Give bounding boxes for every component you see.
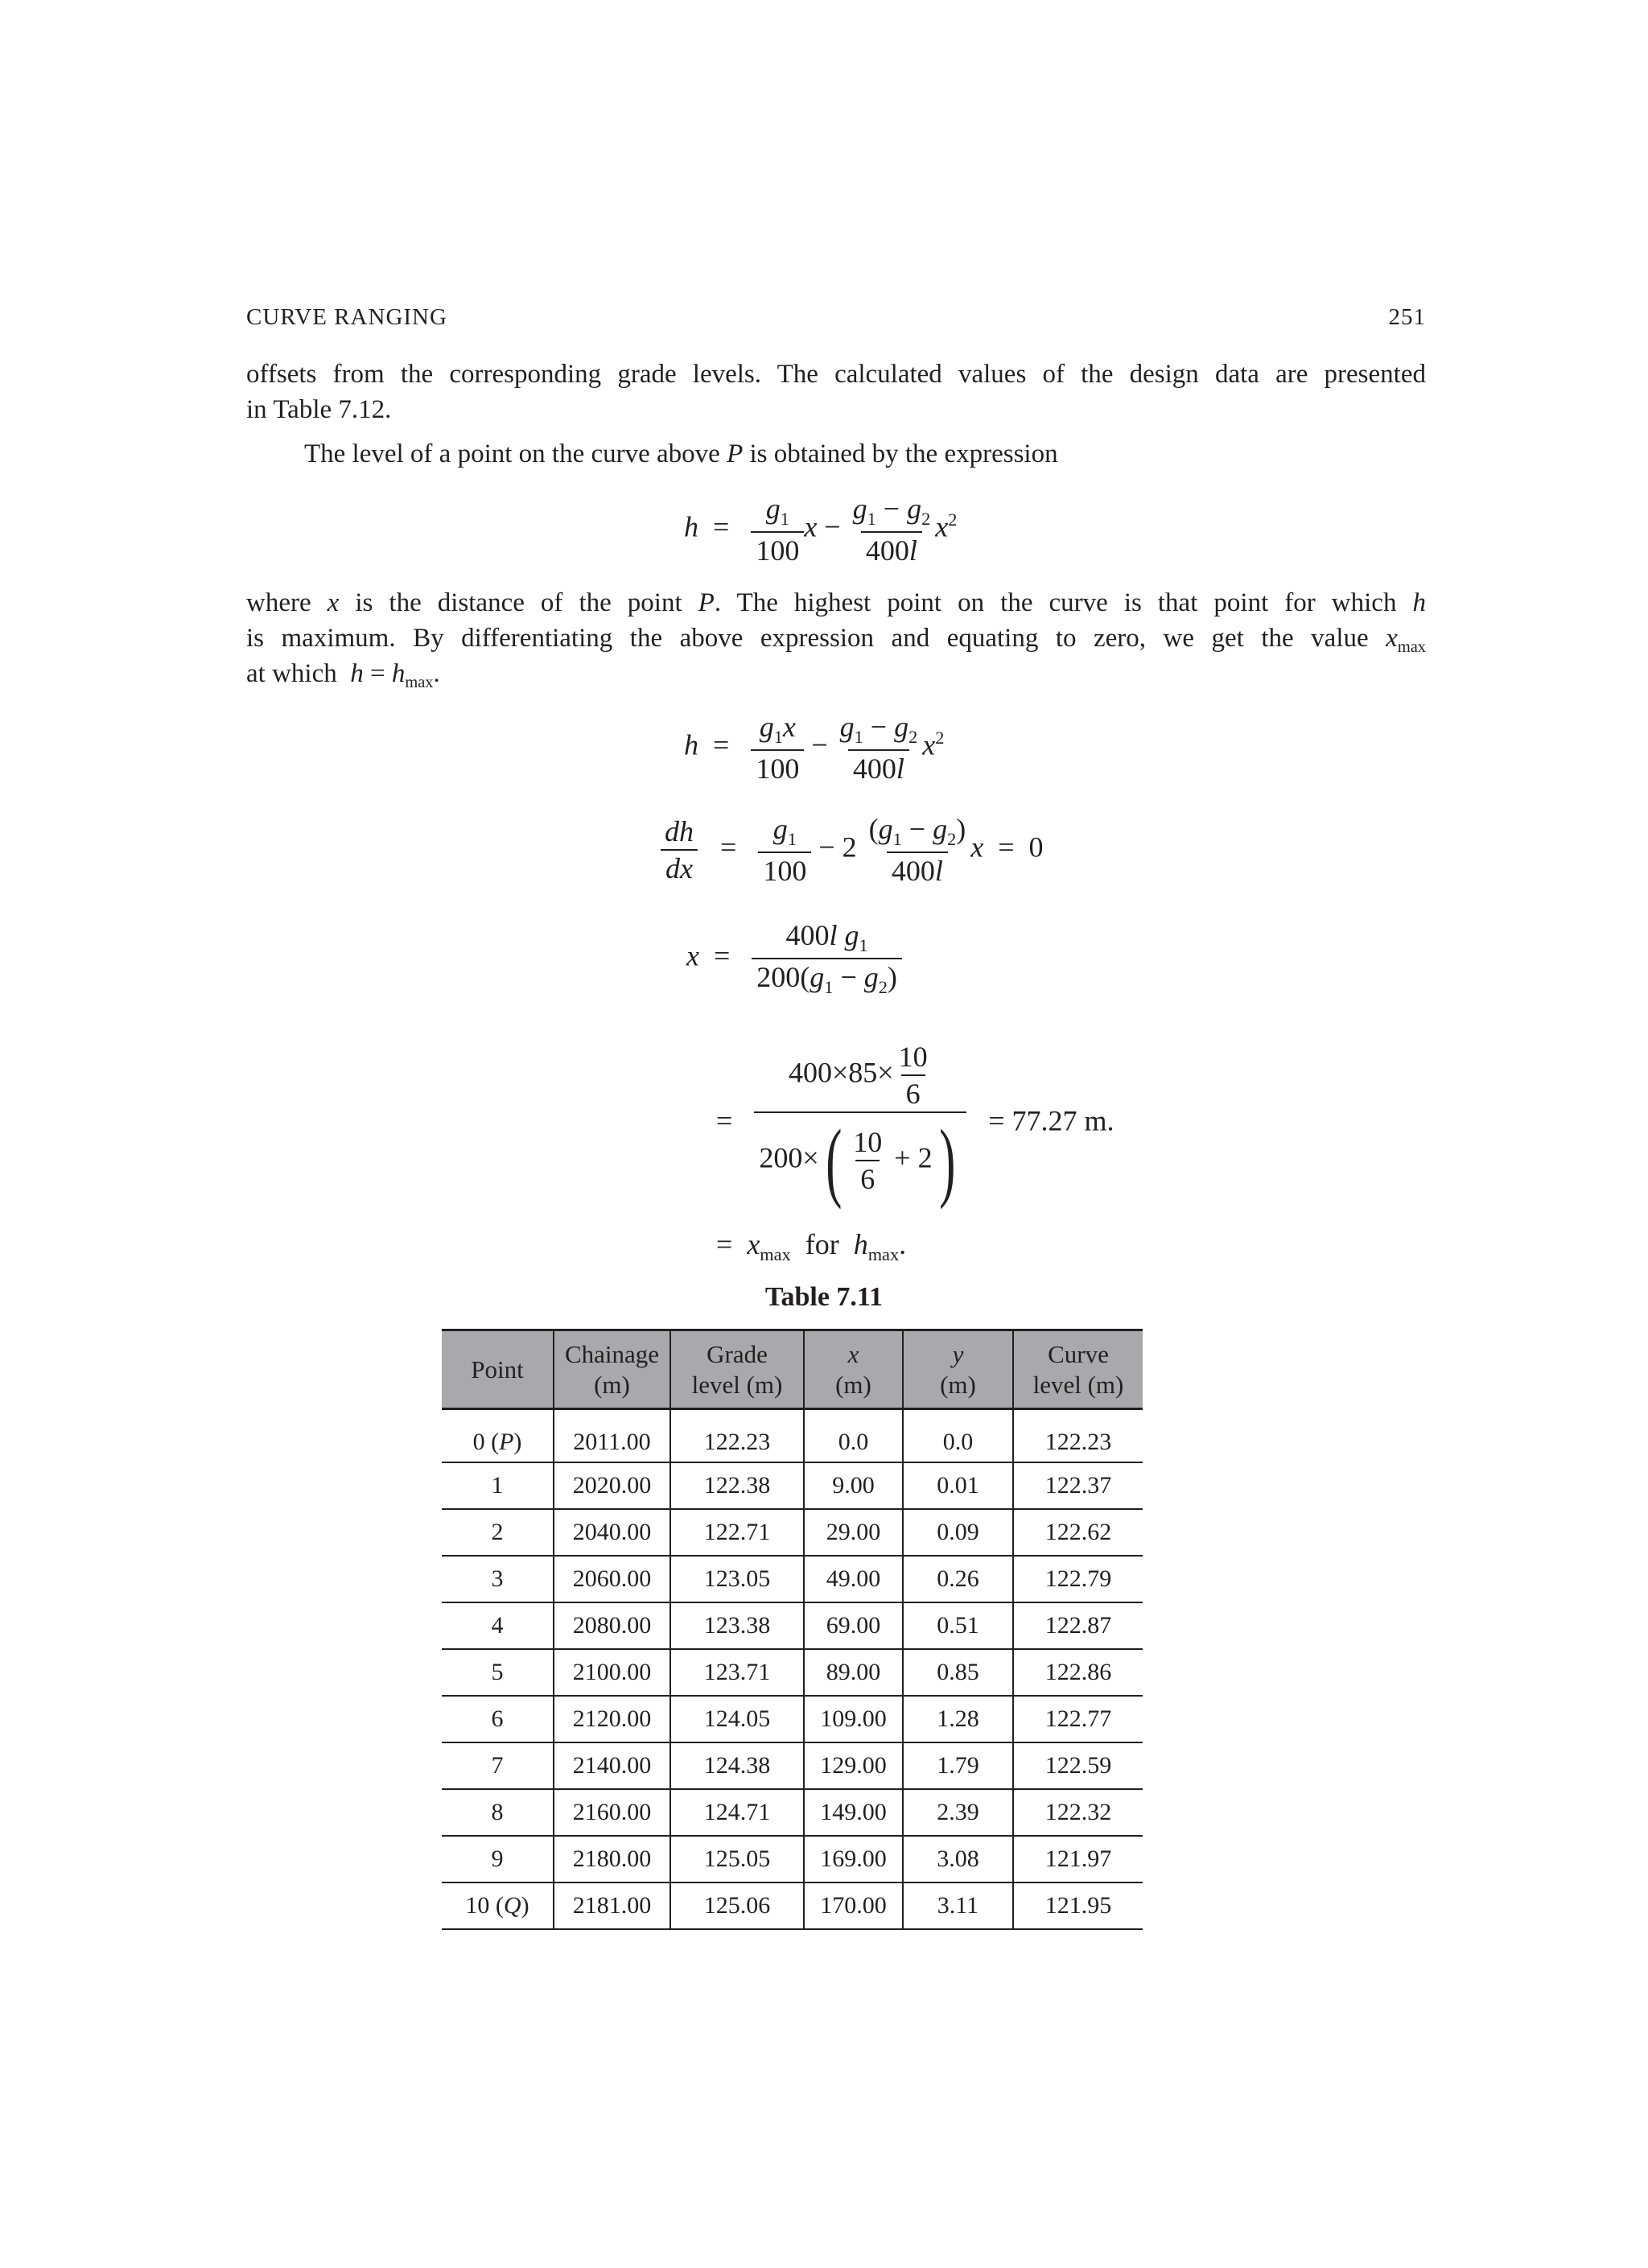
cell-grade-level: 122.71 — [670, 1509, 804, 1556]
equation-h: h = $\frac{g_1x}{100}$ − $\frac{g_1 - g_2}{400l}$ $x^2$ — [684, 711, 945, 786]
cell-x: 69.00 — [804, 1602, 903, 1649]
para2: The level of a point on the curve above P is obtained by the expression — [304, 439, 1058, 468]
table-row — [442, 1649, 1143, 1696]
cell-point: 2 — [442, 1509, 554, 1556]
cell-x: 0.0 — [804, 1409, 903, 1463]
cell-curve-level: 122.62 — [1013, 1509, 1143, 1556]
cell-x: 29.00 — [804, 1509, 903, 1556]
cell-curve-level: 122.79 — [1013, 1556, 1143, 1602]
cell-curve-level: 122.77 — [1013, 1696, 1143, 1742]
cell-chainage: 2100.00 — [554, 1649, 670, 1696]
cell-point: 10 (Q) — [442, 1882, 554, 1929]
header-curve-level: Curve level (m) — [1013, 1330, 1143, 1409]
cell-chainage: 2160.00 — [554, 1789, 670, 1836]
cell-point: 5 — [442, 1649, 554, 1696]
table-row — [442, 1836, 1143, 1882]
table-row — [442, 1696, 1143, 1742]
para3-line1: where x is the distance of the point P. The highest point on the curve is that point for which h — [246, 588, 1426, 617]
cell-point: 6 — [442, 1696, 554, 1742]
cell-y: 0.09 — [903, 1509, 1013, 1556]
cell-x: 149.00 — [804, 1789, 903, 1836]
header-chainage: Chainage (m) — [554, 1330, 670, 1409]
cell-x: 169.00 — [804, 1836, 903, 1882]
header-grade-level: Grade level (m) — [670, 1330, 804, 1409]
table-row — [442, 1789, 1143, 1836]
cell-y: 0.51 — [903, 1602, 1013, 1649]
cell-chainage: 2180.00 — [554, 1836, 670, 1882]
cell-curve-level: 122.37 — [1013, 1462, 1143, 1509]
table-row — [442, 1556, 1143, 1602]
cell-grade-level: 123.05 — [670, 1556, 804, 1602]
cell-x: 109.00 — [804, 1696, 903, 1742]
cell-curve-level: 122.23 — [1013, 1409, 1143, 1463]
cell-grade-level: 124.05 — [670, 1696, 804, 1742]
cell-x: 129.00 — [804, 1742, 903, 1789]
cell-y: 3.11 — [903, 1882, 1013, 1929]
cell-curve-level: 122.86 — [1013, 1649, 1143, 1696]
header-y: y (m) — [903, 1330, 1013, 1409]
cell-y: 0.85 — [903, 1649, 1013, 1696]
cell-chainage: 2020.00 — [554, 1462, 670, 1509]
para3-line3: at which $h = h_{max}$. — [246, 659, 440, 692]
table-caption: Table 7.11 — [764, 1282, 884, 1312]
cell-grade-level: 123.71 — [670, 1649, 804, 1696]
cell-y: 0.0 — [903, 1409, 1013, 1463]
equation-level: h = $\frac{g_1}{100}$ x − $\frac{g_1 - g_2}{400l}$ $x^2$ — [684, 493, 958, 567]
cell-y: 1.28 — [903, 1696, 1013, 1742]
cell-y: 3.08 — [903, 1836, 1013, 1882]
equation-x: x = $\frac{400l g_1}{200(g_1 - g_2)}$ — [686, 921, 902, 996]
cell-chainage: 2080.00 — [554, 1602, 670, 1649]
cell-grade-level: 124.38 — [670, 1742, 804, 1789]
cell-grade-level: 124.71 — [670, 1789, 804, 1836]
header-x: x (m) — [804, 1330, 903, 1409]
para3-line2: is maximum. By differentiating the above expression and equating to zero, we get the value $x_{max}$ — [246, 624, 1426, 657]
cell-grade-level: 123.38 — [670, 1602, 804, 1649]
cell-point: 4 — [442, 1602, 554, 1649]
table-row — [442, 1462, 1143, 1509]
cell-point: 9 — [442, 1836, 554, 1882]
equation-numeric: = 400×85× $\frac{10}{6}$ 200×( $\frac{10}{6}$ + 2) = 77.27 m. — [716, 1041, 1114, 1210]
cell-chainage: 2181.00 — [554, 1882, 670, 1929]
table-row — [442, 1509, 1143, 1556]
cell-point: 8 — [442, 1789, 554, 1836]
cell-curve-level: 121.97 — [1013, 1836, 1143, 1882]
para1-line2: in Table 7.12. — [246, 395, 392, 424]
table-row — [442, 1882, 1143, 1929]
cell-y: 0.26 — [903, 1556, 1013, 1602]
cell-point: 3 — [442, 1556, 554, 1602]
cell-point: 1 — [442, 1462, 554, 1509]
cell-chainage: 2120.00 — [554, 1696, 670, 1742]
table-row — [442, 1409, 1143, 1463]
cell-chainage: 2140.00 — [554, 1742, 670, 1789]
cell-x: 9.00 — [804, 1462, 903, 1509]
cell-point: 7 — [442, 1742, 554, 1789]
cell-x: 89.00 — [804, 1649, 903, 1696]
cell-curve-level: 121.95 — [1013, 1882, 1143, 1929]
table-header-row — [442, 1330, 1143, 1409]
cell-curve-level: 122.32 — [1013, 1789, 1143, 1836]
cell-chainage: 2011.00 — [554, 1409, 670, 1463]
cell-grade-level: 125.06 — [670, 1882, 804, 1929]
table-row — [442, 1602, 1143, 1649]
cell-grade-level: 122.38 — [670, 1462, 804, 1509]
running-title: CURVE RANGING — [246, 304, 447, 330]
cell-y: 1.79 — [903, 1742, 1013, 1789]
cell-curve-level: 122.59 — [1013, 1742, 1143, 1789]
equation-derivative: $\frac{dh}{dx}$ = $\frac{g_1}{100}$ − 2 $\frac{(g_1 - g_2)}{400l}$ x = 0 — [660, 814, 1044, 885]
cell-x: 49.00 — [804, 1556, 903, 1602]
cell-grade-level: 125.05 — [670, 1836, 804, 1882]
para1-line1: offsets from the corresponding grade levels. The calculated values of the design data are presented — [246, 360, 1426, 389]
cell-grade-level: 122.23 — [670, 1409, 804, 1463]
cell-chainage: 2040.00 — [554, 1509, 670, 1556]
cell-y: 2.39 — [903, 1789, 1013, 1836]
data-table — [442, 1329, 1143, 1930]
table-row — [442, 1742, 1143, 1789]
cell-curve-level: 122.87 — [1013, 1602, 1143, 1649]
header-point: Point — [442, 1330, 554, 1409]
equation-xmax: = $x_{max}$ for $h_{max}$. — [716, 1228, 907, 1264]
cell-point: 0 (P) — [442, 1409, 554, 1463]
cell-y: 0.01 — [903, 1462, 1013, 1509]
cell-x: 170.00 — [804, 1882, 903, 1929]
page-number: 251 — [1388, 304, 1426, 330]
cell-chainage: 2060.00 — [554, 1556, 670, 1602]
